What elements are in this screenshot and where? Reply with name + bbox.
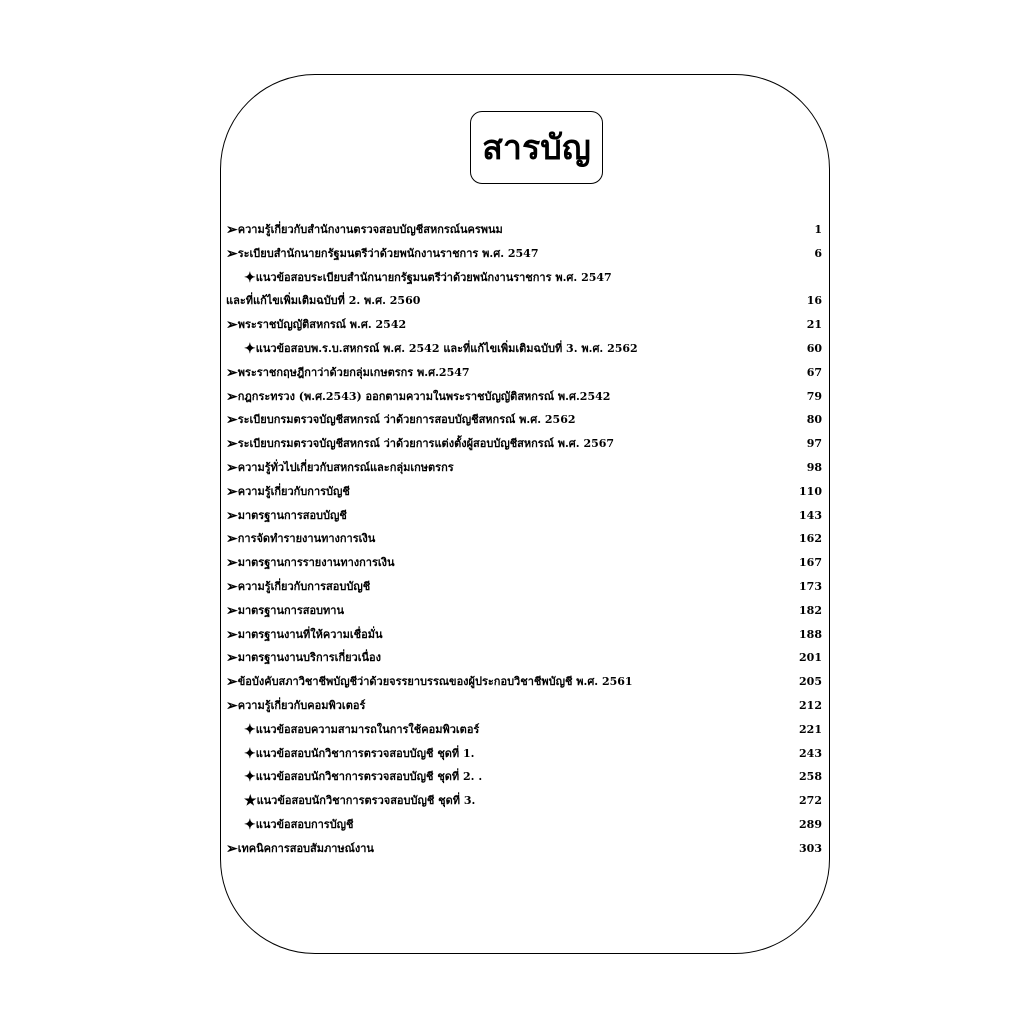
toc-entry-title: ระเบียบกรมตรวจบัญชีสหกรณ์ ว่าด้วยการแต่งตั้งผู้สอบบัญชีสหกรณ์ พ.ศ. 2567 bbox=[237, 437, 615, 451]
toc-entry-title: มาตรฐานการรายงานทางการเงิน bbox=[237, 556, 395, 570]
toc-entry bbox=[226, 789, 822, 813]
toc-entry-page: 221 bbox=[799, 722, 822, 736]
toc-entry-title: ความรู้เกี่ยวกับสำนักงานตรวจสอบบัญชีสหกรณ์นครพนม bbox=[237, 223, 503, 236]
arrowhead-icon: ➢ bbox=[226, 578, 238, 595]
toc-entry-title: และที่แก้ไขเพิ่มเติมฉบับที่ 2. พ.ศ. 2560 bbox=[226, 294, 421, 308]
page-title: สารบัญ bbox=[482, 127, 591, 168]
arrowhead-icon: ➢ bbox=[226, 459, 238, 476]
toc-entry bbox=[226, 551, 822, 575]
toc-entry bbox=[226, 623, 822, 647]
toc-entry bbox=[226, 480, 822, 504]
toc-entry-title: กฎกระทรวง (พ.ศ.2543) ออกตามความในพระราชบัญญัติสหกรณ์ พ.ศ.2542 bbox=[237, 389, 611, 403]
toc-entry-title: พระราชบัญญัติสหกรณ์ พ.ศ. 2542 bbox=[237, 318, 407, 332]
toc-entry bbox=[226, 266, 822, 290]
toc-entry-title: แนวข้อสอบระเบียบสำนักนายกรัฐมนตรีว่าด้วยพนักงานราชการ พ.ศ. 2547 bbox=[255, 270, 612, 284]
toc-entry bbox=[226, 670, 822, 694]
toc-entry-page: 21 bbox=[806, 318, 822, 332]
toc-entry bbox=[226, 218, 822, 242]
toc-entry-page: 272 bbox=[799, 794, 822, 808]
toc-entry-page: 97 bbox=[806, 437, 822, 451]
arrowhead-icon: ➢ bbox=[226, 840, 238, 857]
toc-entry bbox=[226, 456, 822, 480]
four-point-star-icon: ✦ bbox=[244, 721, 256, 738]
four-point-star-icon: ✦ bbox=[244, 816, 256, 833]
toc-entry-title: การจัดทำรายงานทางการเงิน bbox=[237, 532, 376, 546]
toc-entry-page: 143 bbox=[799, 508, 822, 522]
toc-entry-title: แนวข้อสอบนักวิชาการตรวจสอบบัญชี ชุดที่ 1. bbox=[255, 746, 475, 760]
toc-entry-page: 243 bbox=[799, 746, 822, 760]
four-point-star-icon: ✦ bbox=[244, 340, 256, 357]
toc-entry-page: 162 bbox=[799, 532, 822, 546]
toc-entry-page: 188 bbox=[799, 627, 822, 641]
arrowhead-icon: ➢ bbox=[226, 245, 238, 262]
toc-entry bbox=[226, 504, 822, 528]
toc-entry bbox=[226, 765, 822, 789]
toc-entry-title: ระเบียบกรมตรวจบัญชีสหกรณ์ ว่าด้วยการสอบบัญชีสหกรณ์ พ.ศ. 2562 bbox=[237, 413, 576, 427]
toc-entry bbox=[226, 337, 822, 361]
arrowhead-icon: ➢ bbox=[226, 602, 238, 619]
toc-entry-page: 173 bbox=[799, 579, 822, 593]
toc-entry-title: แนวข้อสอบนักวิชาการตรวจสอบบัญชี ชุดที่ 2. . bbox=[255, 770, 483, 784]
toc-entry-page: 6 bbox=[814, 246, 822, 260]
title-box bbox=[470, 111, 603, 184]
toc-entry-title: มาตรฐานงานบริการเกี่ยวเนื่อง bbox=[237, 651, 381, 665]
toc-entry bbox=[226, 361, 822, 385]
toc-entry bbox=[226, 432, 822, 456]
toc-entry-page: 98 bbox=[806, 460, 822, 474]
toc-entry bbox=[226, 242, 822, 266]
toc-entry-title: ความรู้ทั่วไปเกี่ยวกับสหกรณ์และกลุ่มเกษตรกร bbox=[237, 460, 454, 474]
toc-entry-page: 80 bbox=[806, 413, 822, 427]
toc-entry-title: ความรู้เกี่ยวกับคอมพิวเตอร์ bbox=[237, 698, 366, 712]
toc-entry-page: 79 bbox=[806, 389, 822, 403]
toc-entry bbox=[226, 742, 822, 766]
toc-entry-title: แนวข้อสอบพ.ร.บ.สหกรณ์ พ.ศ. 2542 และที่แก้ไขเพิ่มเติมฉบับที่ 3. พ.ศ. 2562 bbox=[255, 341, 638, 355]
four-point-star-icon: ✦ bbox=[244, 769, 256, 786]
toc-entry bbox=[226, 385, 822, 409]
arrowhead-icon: ➢ bbox=[226, 507, 238, 524]
toc-entry bbox=[226, 289, 822, 313]
toc-entry bbox=[226, 313, 822, 337]
arrowhead-icon: ➢ bbox=[226, 436, 238, 453]
arrowhead-icon: ➢ bbox=[226, 483, 238, 500]
toc-entry bbox=[226, 813, 822, 837]
toc-entry-title: ข้อบังคับสภาวิชาชีพบัญชีว่าด้วยจรรยาบรรณของผู้ประกอบวิชาชีพบัญชี พ.ศ. 2561 bbox=[237, 675, 633, 689]
toc-entry-page: 182 bbox=[799, 603, 822, 617]
arrowhead-icon: ➢ bbox=[226, 222, 238, 238]
arrowhead-icon: ➢ bbox=[226, 531, 238, 548]
arrowhead-icon: ➢ bbox=[226, 388, 238, 405]
toc-entry-title: แนวข้อสอบความสามารถในการใช้คอมพิวเตอร์ bbox=[255, 722, 480, 736]
toc-entry-page: 16 bbox=[806, 294, 822, 308]
toc-entry bbox=[226, 527, 822, 551]
toc-entry-title: มาตรฐานการสอบบัญชี bbox=[237, 508, 347, 522]
star-icon: ★ bbox=[244, 793, 257, 810]
toc-entry-title: พระราชกฤษฎีกาว่าด้วยกลุ่มเกษตรกร พ.ศ.2547 bbox=[237, 365, 470, 379]
arrowhead-icon: ➢ bbox=[226, 626, 238, 643]
toc-entry bbox=[226, 646, 822, 670]
toc-entry-page: 303 bbox=[799, 841, 822, 855]
toc-entry-page: 1 bbox=[814, 223, 822, 236]
toc-entry-title: เทคนิคการสอบสัมภาษณ์งาน bbox=[237, 841, 374, 855]
toc-entry bbox=[226, 599, 822, 623]
toc-entry-page: 258 bbox=[799, 770, 822, 784]
toc-entry-title: ความรู้เกี่ยวกับการบัญชี bbox=[237, 484, 350, 498]
toc-entry bbox=[226, 718, 822, 742]
arrowhead-icon: ➢ bbox=[226, 555, 238, 572]
arrowhead-icon: ➢ bbox=[226, 674, 238, 691]
toc-entry-page: 67 bbox=[806, 365, 822, 379]
toc-entry-title: ระเบียบสำนักนายกรัฐมนตรีว่าด้วยพนักงานราชการ พ.ศ. 2547 bbox=[237, 246, 539, 260]
toc-entry bbox=[226, 694, 822, 718]
toc-entry-page: 289 bbox=[799, 817, 822, 831]
toc-entry-page: 205 bbox=[799, 675, 822, 689]
toc-entry-title: แนวข้อสอบนักวิชาการตรวจสอบบัญชี ชุดที่ 3. bbox=[256, 794, 476, 808]
toc-entry-page: 167 bbox=[799, 556, 822, 570]
arrowhead-icon: ➢ bbox=[226, 412, 238, 429]
toc-entry bbox=[226, 575, 822, 599]
four-point-star-icon: ✦ bbox=[244, 745, 256, 762]
four-point-star-icon: ✦ bbox=[244, 269, 256, 286]
toc-entry-title: ความรู้เกี่ยวกับการสอบบัญชี bbox=[237, 579, 371, 593]
arrowhead-icon: ➢ bbox=[226, 364, 238, 381]
toc-entry-title: มาตรฐานงานที่ให้ความเชื่อมั่น bbox=[237, 627, 383, 641]
arrowhead-icon: ➢ bbox=[226, 697, 238, 714]
arrowhead-icon: ➢ bbox=[226, 650, 238, 667]
toc-entry bbox=[226, 408, 822, 432]
toc-entry-page: 60 bbox=[806, 341, 822, 355]
toc-entry-page: 201 bbox=[799, 651, 822, 665]
toc-entry-title: มาตรฐานการสอบทาน bbox=[237, 603, 344, 617]
toc-entry-page: 110 bbox=[799, 484, 822, 498]
toc-entry-title: แนวข้อสอบการบัญชี bbox=[255, 817, 354, 831]
toc-entry-page: 212 bbox=[799, 698, 822, 712]
table-of-contents bbox=[226, 218, 822, 861]
toc-entry bbox=[226, 837, 822, 861]
arrowhead-icon: ➢ bbox=[226, 317, 238, 334]
